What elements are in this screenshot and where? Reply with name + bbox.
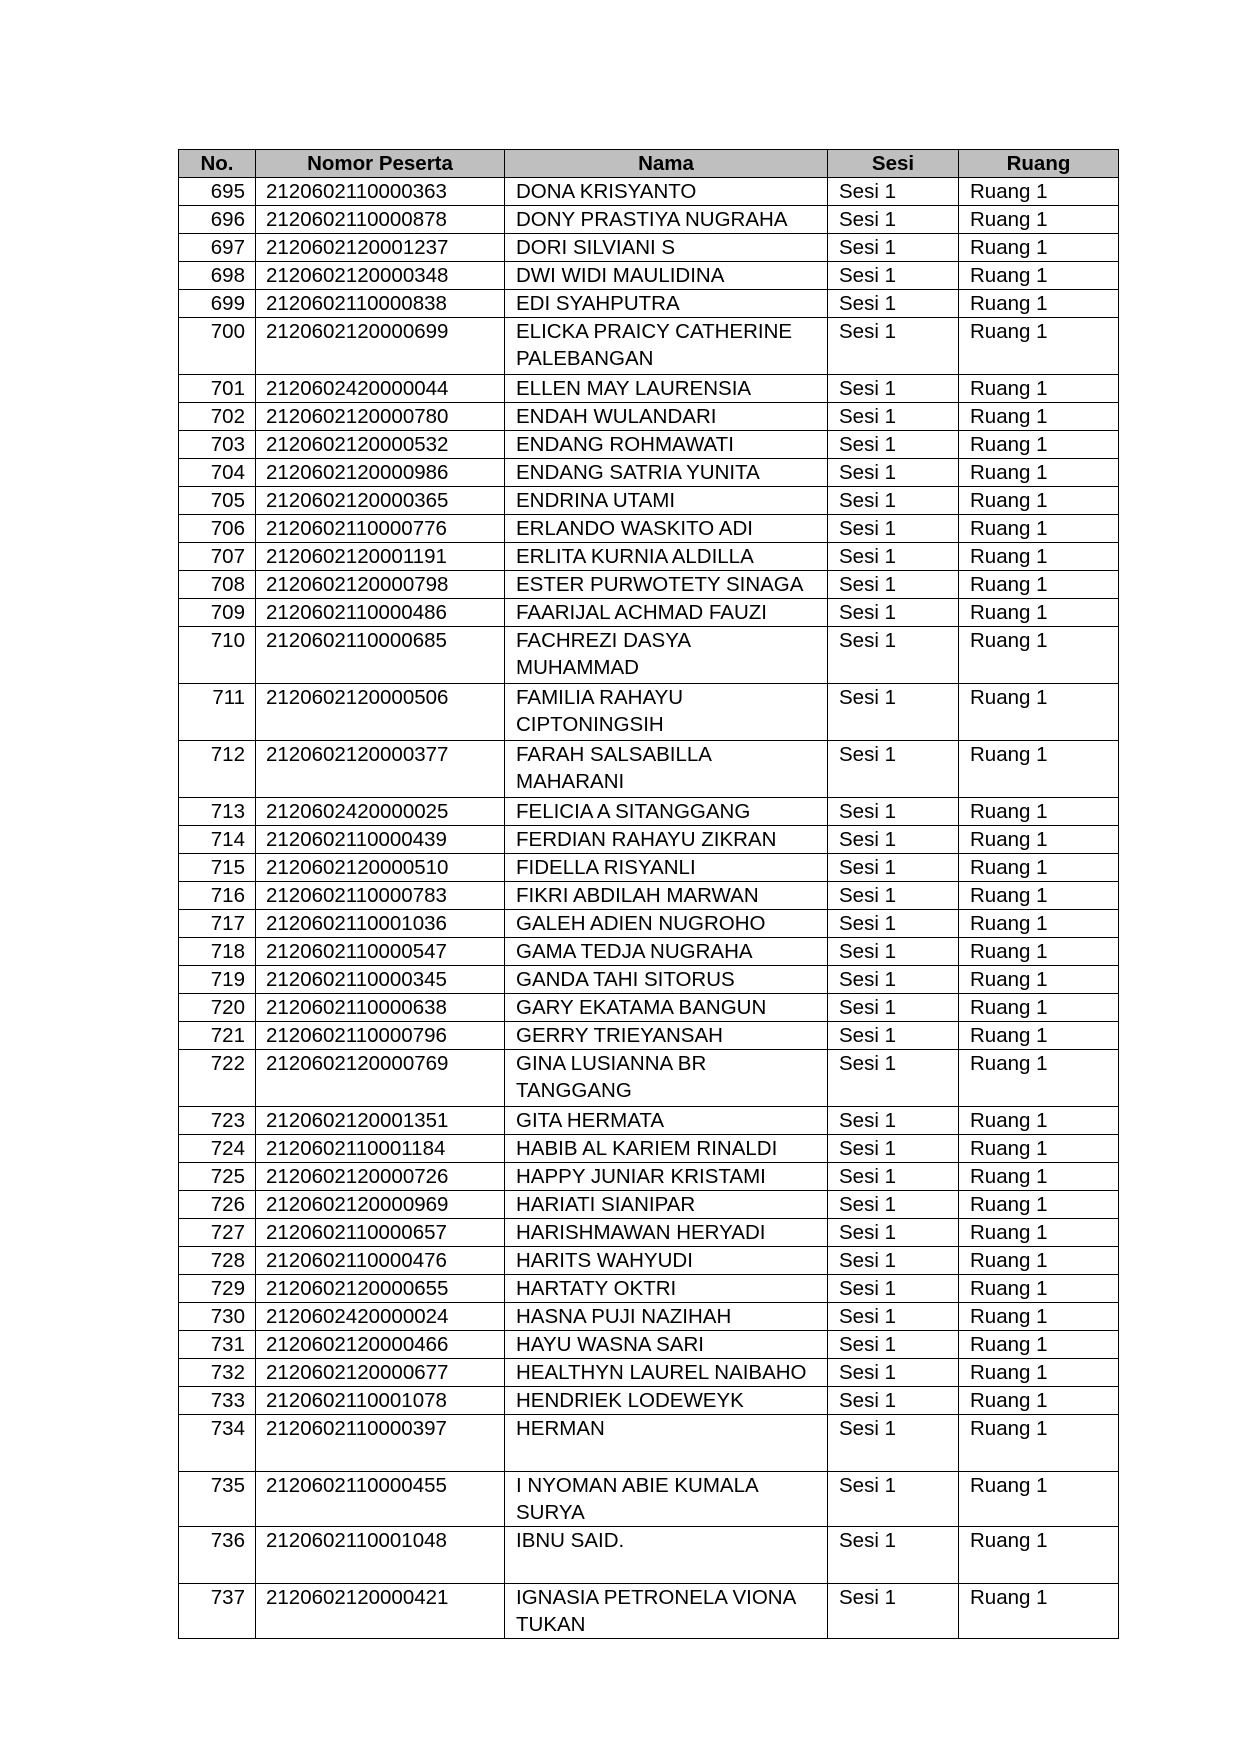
row-number: 717 (179, 910, 256, 938)
participant-name: I NYOMAN ABIE KUMALA SURYA (505, 1472, 828, 1527)
table-row (179, 515, 1119, 543)
session: Sesi 1 (828, 290, 959, 318)
participant-number: 2120602110000486 (256, 599, 505, 627)
table-row (179, 1191, 1119, 1219)
row-number: 715 (179, 854, 256, 882)
row-number: 728 (179, 1247, 256, 1275)
row-number: 731 (179, 1331, 256, 1359)
session: Sesi 1 (828, 854, 959, 882)
participant-name: ENDAH WULANDARI (505, 403, 828, 431)
table-row (179, 375, 1119, 403)
participant-name: FACHREZI DASYA MUHAMMAD (505, 627, 828, 684)
participant-number: 2120602110000776 (256, 515, 505, 543)
room: Ruang 1 (959, 206, 1119, 234)
row-number: 705 (179, 487, 256, 515)
participant-name: DORI SILVIANI S (505, 234, 828, 262)
session: Sesi 1 (828, 1331, 959, 1359)
row-number: 735 (179, 1472, 256, 1527)
room: Ruang 1 (959, 431, 1119, 459)
table-row (179, 1022, 1119, 1050)
session: Sesi 1 (828, 1022, 959, 1050)
participant-number: 2120602120000377 (256, 741, 505, 798)
table-row (179, 543, 1119, 571)
session: Sesi 1 (828, 1472, 959, 1527)
room: Ruang 1 (959, 1584, 1119, 1639)
row-number: 701 (179, 375, 256, 403)
session: Sesi 1 (828, 1191, 959, 1219)
row-number: 723 (179, 1107, 256, 1135)
participant-name: DONA KRISYANTO (505, 178, 828, 206)
session: Sesi 1 (828, 262, 959, 290)
session: Sesi 1 (828, 1275, 959, 1303)
participant-name: GERRY TRIEYANSAH (505, 1022, 828, 1050)
table-row (179, 854, 1119, 882)
participant-name: ENDRINA UTAMI (505, 487, 828, 515)
session: Sesi 1 (828, 1135, 959, 1163)
row-number: 721 (179, 1022, 256, 1050)
participant-name: HARIATI SIANIPAR (505, 1191, 828, 1219)
session: Sesi 1 (828, 684, 959, 741)
table-row (179, 1219, 1119, 1247)
participant-number: 2120602420000025 (256, 798, 505, 826)
room: Ruang 1 (959, 798, 1119, 826)
room: Ruang 1 (959, 627, 1119, 684)
participant-name: HASNA PUJI NAZIHAH (505, 1303, 828, 1331)
participant-name: HAPPY JUNIAR KRISTAMI (505, 1163, 828, 1191)
participant-number: 2120602120000986 (256, 459, 505, 487)
session: Sesi 1 (828, 375, 959, 403)
row-number: 718 (179, 938, 256, 966)
row-number: 704 (179, 459, 256, 487)
room: Ruang 1 (959, 910, 1119, 938)
participant-name: GAMA TEDJA NUGRAHA (505, 938, 828, 966)
session: Sesi 1 (828, 994, 959, 1022)
room: Ruang 1 (959, 1303, 1119, 1331)
participant-number: 2120602120000655 (256, 1275, 505, 1303)
row-number: 699 (179, 290, 256, 318)
row-number: 695 (179, 178, 256, 206)
session: Sesi 1 (828, 882, 959, 910)
room: Ruang 1 (959, 599, 1119, 627)
row-number: 737 (179, 1584, 256, 1639)
participant-name: HAYU WASNA SARI (505, 1331, 828, 1359)
participant-number: 2120602120000677 (256, 1359, 505, 1387)
participant-number: 2120602420000024 (256, 1303, 505, 1331)
session: Sesi 1 (828, 1387, 959, 1415)
session: Sesi 1 (828, 966, 959, 994)
row-number: 698 (179, 262, 256, 290)
table-row (179, 826, 1119, 854)
table-row (179, 262, 1119, 290)
table-row (179, 1163, 1119, 1191)
table-row (179, 1387, 1119, 1415)
participant-number: 2120602110001048 (256, 1527, 505, 1584)
session: Sesi 1 (828, 1163, 959, 1191)
room: Ruang 1 (959, 487, 1119, 515)
participant-number: 2120602110000685 (256, 627, 505, 684)
participant-number: 2120602110000878 (256, 206, 505, 234)
room: Ruang 1 (959, 684, 1119, 741)
session: Sesi 1 (828, 543, 959, 571)
participant-name: HEALTHYN LAUREL NAIBAHO (505, 1359, 828, 1387)
participant-number: 2120602120000466 (256, 1331, 505, 1359)
participant-name: ELLEN MAY LAURENSIA (505, 375, 828, 403)
room: Ruang 1 (959, 882, 1119, 910)
table-row (179, 1247, 1119, 1275)
participant-number: 2120602110000363 (256, 178, 505, 206)
table-row (179, 1415, 1119, 1472)
participant-name: HARITS WAHYUDI (505, 1247, 828, 1275)
participant-number: 2120602110000638 (256, 994, 505, 1022)
table-row (179, 234, 1119, 262)
session: Sesi 1 (828, 1107, 959, 1135)
participant-number: 2120602120000348 (256, 262, 505, 290)
row-number: 712 (179, 741, 256, 798)
room: Ruang 1 (959, 854, 1119, 882)
header-no: No. (179, 150, 256, 178)
table-row (179, 318, 1119, 375)
participant-number: 2120602110000345 (256, 966, 505, 994)
participant-name: HABIB AL KARIEM RINALDI (505, 1135, 828, 1163)
room: Ruang 1 (959, 1163, 1119, 1191)
participant-name: HARTATY OKTRI (505, 1275, 828, 1303)
table-header-row (179, 150, 1119, 178)
room: Ruang 1 (959, 318, 1119, 375)
table-row (179, 938, 1119, 966)
table-row (179, 290, 1119, 318)
participant-number: 2120602120000726 (256, 1163, 505, 1191)
participant-name: DONY PRASTIYA NUGRAHA (505, 206, 828, 234)
participant-number: 2120602120001237 (256, 234, 505, 262)
row-number: 720 (179, 994, 256, 1022)
participant-name: FAARIJAL ACHMAD FAUZI (505, 599, 828, 627)
header-nomor-peserta: Nomor Peserta (256, 150, 505, 178)
participant-name: FAMILIA RAHAYU CIPTONINGSIH (505, 684, 828, 741)
room: Ruang 1 (959, 741, 1119, 798)
participant-number: 2120602110000439 (256, 826, 505, 854)
table-row (179, 431, 1119, 459)
table-row (179, 1275, 1119, 1303)
table-row (179, 994, 1119, 1022)
table-row (179, 459, 1119, 487)
session: Sesi 1 (828, 1219, 959, 1247)
participant-name: GANDA TAHI SITORUS (505, 966, 828, 994)
row-number: 727 (179, 1219, 256, 1247)
room: Ruang 1 (959, 1387, 1119, 1415)
participant-number: 2120602120000969 (256, 1191, 505, 1219)
participant-number: 2120602120000506 (256, 684, 505, 741)
participant-name: GALEH ADIEN NUGROHO (505, 910, 828, 938)
table-row (179, 966, 1119, 994)
session: Sesi 1 (828, 431, 959, 459)
table-row (179, 798, 1119, 826)
row-number: 709 (179, 599, 256, 627)
participant-name: FIDELLA RISYANLI (505, 854, 828, 882)
row-number: 714 (179, 826, 256, 854)
participant-number: 2120602110001078 (256, 1387, 505, 1415)
participant-number: 2120602110000796 (256, 1022, 505, 1050)
participant-number: 2120602120001351 (256, 1107, 505, 1135)
participant-name: HENDRIEK LODEWEYK (505, 1387, 828, 1415)
row-number: 706 (179, 515, 256, 543)
participant-name: DWI WIDI MAULIDINA (505, 262, 828, 290)
header-sesi: Sesi (828, 150, 959, 178)
row-number: 697 (179, 234, 256, 262)
row-number: 703 (179, 431, 256, 459)
participant-number: 2120602120000798 (256, 571, 505, 599)
session: Sesi 1 (828, 938, 959, 966)
room: Ruang 1 (959, 1527, 1119, 1584)
participant-number: 2120602110000783 (256, 882, 505, 910)
participant-number: 2120602120000510 (256, 854, 505, 882)
session: Sesi 1 (828, 459, 959, 487)
session: Sesi 1 (828, 515, 959, 543)
participant-name: IGNASIA PETRONELA VIONA TUKAN (505, 1584, 828, 1639)
participant-name: HARISHMAWAN HERYADI (505, 1219, 828, 1247)
participant-number: 2120602120000421 (256, 1584, 505, 1639)
room: Ruang 1 (959, 966, 1119, 994)
participant-name: ERLITA KURNIA ALDILLA (505, 543, 828, 571)
session: Sesi 1 (828, 826, 959, 854)
table-row (179, 1472, 1119, 1527)
table-row (179, 1135, 1119, 1163)
participant-name: ELICKA PRAICY CATHERINE PALEBANGAN (505, 318, 828, 375)
room: Ruang 1 (959, 826, 1119, 854)
participant-number: 2120602110001184 (256, 1135, 505, 1163)
session: Sesi 1 (828, 487, 959, 515)
participant-number: 2120602110000547 (256, 938, 505, 966)
session: Sesi 1 (828, 798, 959, 826)
table-row (179, 1359, 1119, 1387)
participant-number: 2120602110000476 (256, 1247, 505, 1275)
table-row (179, 627, 1119, 684)
session: Sesi 1 (828, 741, 959, 798)
room: Ruang 1 (959, 543, 1119, 571)
participant-number: 2120602120000769 (256, 1050, 505, 1107)
table-row (179, 1527, 1119, 1584)
session: Sesi 1 (828, 627, 959, 684)
session: Sesi 1 (828, 403, 959, 431)
table-row (179, 910, 1119, 938)
table-row (179, 1331, 1119, 1359)
session: Sesi 1 (828, 234, 959, 262)
participant-name: EDI SYAHPUTRA (505, 290, 828, 318)
participant-list-page (178, 149, 1119, 1639)
participant-number: 2120602110000455 (256, 1472, 505, 1527)
participant-name: ESTER PURWOTETY SINAGA (505, 571, 828, 599)
row-number: 710 (179, 627, 256, 684)
session: Sesi 1 (828, 571, 959, 599)
header-ruang: Ruang (959, 150, 1119, 178)
session: Sesi 1 (828, 178, 959, 206)
participant-name: ENDANG SATRIA YUNITA (505, 459, 828, 487)
table-row (179, 206, 1119, 234)
participant-table (178, 149, 1119, 1639)
participant-number: 2120602120000780 (256, 403, 505, 431)
room: Ruang 1 (959, 403, 1119, 431)
participant-number: 2120602120001191 (256, 543, 505, 571)
participant-number: 2120602110001036 (256, 910, 505, 938)
table-row (179, 599, 1119, 627)
table-row (179, 741, 1119, 798)
room: Ruang 1 (959, 1331, 1119, 1359)
participant-name: ERLANDO WASKITO ADI (505, 515, 828, 543)
room: Ruang 1 (959, 1247, 1119, 1275)
session: Sesi 1 (828, 1415, 959, 1472)
row-number: 700 (179, 318, 256, 375)
room: Ruang 1 (959, 1135, 1119, 1163)
table-row (179, 882, 1119, 910)
participant-number: 2120602120000532 (256, 431, 505, 459)
table-row (179, 684, 1119, 741)
participant-number: 2120602110000838 (256, 290, 505, 318)
room: Ruang 1 (959, 1107, 1119, 1135)
room: Ruang 1 (959, 178, 1119, 206)
session: Sesi 1 (828, 206, 959, 234)
row-number: 736 (179, 1527, 256, 1584)
row-number: 722 (179, 1050, 256, 1107)
row-number: 702 (179, 403, 256, 431)
room: Ruang 1 (959, 1275, 1119, 1303)
table-row (179, 178, 1119, 206)
participant-name: GARY EKATAMA BANGUN (505, 994, 828, 1022)
room: Ruang 1 (959, 1191, 1119, 1219)
participant-name: FELICIA A SITANGGANG (505, 798, 828, 826)
row-number: 725 (179, 1163, 256, 1191)
row-number: 724 (179, 1135, 256, 1163)
participant-name: IBNU SAID. (505, 1527, 828, 1584)
session: Sesi 1 (828, 910, 959, 938)
session: Sesi 1 (828, 1247, 959, 1275)
table-row (179, 403, 1119, 431)
row-number: 732 (179, 1359, 256, 1387)
room: Ruang 1 (959, 1219, 1119, 1247)
session: Sesi 1 (828, 318, 959, 375)
row-number: 729 (179, 1275, 256, 1303)
session: Sesi 1 (828, 1359, 959, 1387)
row-number: 733 (179, 1387, 256, 1415)
room: Ruang 1 (959, 1415, 1119, 1472)
participant-name: GINA LUSIANNA BR TANGGANG (505, 1050, 828, 1107)
row-number: 707 (179, 543, 256, 571)
participant-number: 2120602120000699 (256, 318, 505, 375)
session: Sesi 1 (828, 1584, 959, 1639)
participant-number: 2120602420000044 (256, 375, 505, 403)
participant-number: 2120602110000657 (256, 1219, 505, 1247)
participant-name: FARAH SALSABILLA MAHARANI (505, 741, 828, 798)
row-number: 726 (179, 1191, 256, 1219)
room: Ruang 1 (959, 234, 1119, 262)
participant-name: GITA HERMATA (505, 1107, 828, 1135)
session: Sesi 1 (828, 599, 959, 627)
session: Sesi 1 (828, 1527, 959, 1584)
room: Ruang 1 (959, 262, 1119, 290)
session: Sesi 1 (828, 1050, 959, 1107)
row-number: 730 (179, 1303, 256, 1331)
room: Ruang 1 (959, 459, 1119, 487)
participant-number: 2120602110000397 (256, 1415, 505, 1472)
participant-name: ENDANG ROHMAWATI (505, 431, 828, 459)
table-row (179, 1107, 1119, 1135)
row-number: 716 (179, 882, 256, 910)
table-row (179, 1050, 1119, 1107)
participant-name: FIKRI ABDILAH MARWAN (505, 882, 828, 910)
participant-number: 2120602120000365 (256, 487, 505, 515)
room: Ruang 1 (959, 375, 1119, 403)
row-number: 696 (179, 206, 256, 234)
header-nama: Nama (505, 150, 828, 178)
table-row (179, 1303, 1119, 1331)
row-number: 708 (179, 571, 256, 599)
room: Ruang 1 (959, 290, 1119, 318)
room: Ruang 1 (959, 994, 1119, 1022)
table-body (179, 178, 1119, 1639)
row-number: 711 (179, 684, 256, 741)
table-row (179, 487, 1119, 515)
room: Ruang 1 (959, 571, 1119, 599)
room: Ruang 1 (959, 1359, 1119, 1387)
participant-name: FERDIAN RAHAYU ZIKRAN (505, 826, 828, 854)
participant-name: HERMAN (505, 1415, 828, 1472)
row-number: 719 (179, 966, 256, 994)
room: Ruang 1 (959, 1472, 1119, 1527)
room: Ruang 1 (959, 1022, 1119, 1050)
table-row (179, 1584, 1119, 1639)
table-row (179, 571, 1119, 599)
room: Ruang 1 (959, 938, 1119, 966)
room: Ruang 1 (959, 515, 1119, 543)
room: Ruang 1 (959, 1050, 1119, 1107)
session: Sesi 1 (828, 1303, 959, 1331)
row-number: 713 (179, 798, 256, 826)
row-number: 734 (179, 1415, 256, 1472)
